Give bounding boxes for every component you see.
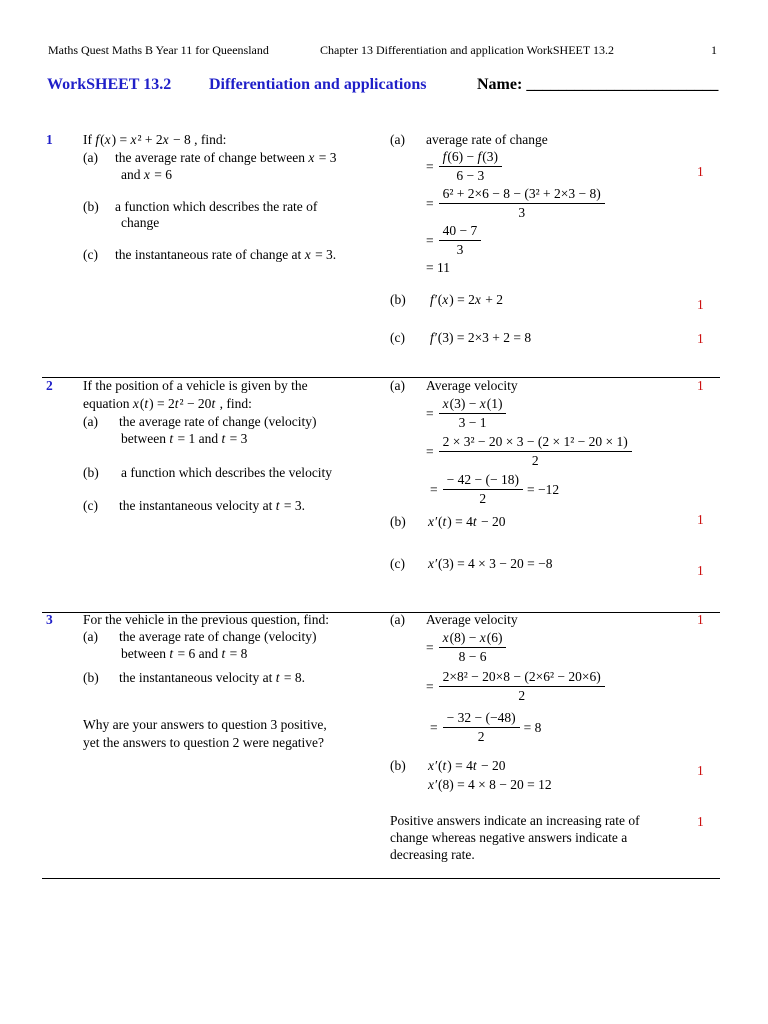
mark-allocation: 1 <box>697 563 704 578</box>
part-b-text <box>119 669 305 686</box>
fraction <box>439 433 632 470</box>
fraction-numerator: x(3) − x(1) <box>439 395 507 414</box>
header-book-title: Maths Quest Maths B Year 11 for Queensland <box>48 43 269 57</box>
answer-a-step-2 <box>426 433 632 470</box>
math-variable: f <box>477 149 482 164</box>
math-expression: x = 3 <box>308 150 337 165</box>
part-text: and <box>195 431 222 446</box>
function-expression: x(t) = 2t² − 20t <box>132 396 216 411</box>
answer-a-heading: Average velocity <box>426 378 518 393</box>
math-variable: x <box>428 758 434 773</box>
part-c-text <box>115 246 336 263</box>
fraction <box>443 709 520 746</box>
math-variable: x <box>428 514 434 529</box>
math-variable: x <box>104 132 111 147</box>
answer-explanation-continued: change whereas negative answers indicate a <box>390 830 628 845</box>
answer-a-step-1 <box>426 629 506 666</box>
answer-a-step-3 <box>430 471 559 508</box>
answer-a-label: (a) <box>390 378 405 393</box>
math-variable: x <box>143 167 150 182</box>
part-a-label: (a) <box>83 629 98 644</box>
math-variable: t <box>169 646 174 661</box>
math-variable: t <box>275 670 280 685</box>
math-variable: t <box>275 498 280 513</box>
equals-sign: = <box>426 196 434 211</box>
answer-a-result: = 11 <box>426 260 450 275</box>
math-variable: t <box>442 758 447 773</box>
fraction-numerator: f(6) − f(3) <box>439 148 502 167</box>
part-a-text-continued <box>121 430 247 447</box>
answer-b-work: x′(t) = 4t − 20 <box>428 514 506 529</box>
part-c-label: (c) <box>83 247 98 262</box>
question-stem: For the vehicle in the previous question, find: <box>83 612 329 627</box>
fraction-numerator: − 32 − (−48) <box>443 709 520 728</box>
fraction-denominator: 3 <box>518 205 526 220</box>
fraction <box>439 148 502 185</box>
part-a-text-continued <box>121 645 247 662</box>
question-number: 2 <box>46 378 53 393</box>
part-a-text-continued <box>121 166 172 183</box>
math-variable: t <box>472 758 477 773</box>
part-b-text: a function which describes the velocity <box>121 465 333 480</box>
math-variable: x <box>479 630 486 645</box>
fraction-denominator: 2 <box>531 453 539 468</box>
answer-a-step-2 <box>426 185 605 222</box>
stem-text: , find: <box>216 396 252 411</box>
mark-allocation: 1 <box>697 297 704 312</box>
math-variable: t <box>211 396 216 411</box>
math-variable: f <box>430 330 434 345</box>
part-a-label: (a) <box>83 150 98 165</box>
math-expression: t = 8 <box>221 646 248 661</box>
fraction-numerator: 40 − 7 <box>439 222 482 241</box>
part-b-label: (b) <box>83 670 99 685</box>
math-variable: x <box>442 630 449 645</box>
answer-a-step-1 <box>426 395 506 432</box>
part-b-text: a function which describes the rate of <box>115 199 318 214</box>
part-b-label: (b) <box>83 199 99 214</box>
fraction-denominator: 8 − 6 <box>458 649 487 664</box>
answer-b-label: (b) <box>390 758 406 773</box>
math-variable: x <box>474 292 481 307</box>
header-page-number: 1 <box>711 43 717 57</box>
fraction-numerator: − 42 − (− 18) <box>443 471 523 490</box>
math-variable: t <box>472 514 477 529</box>
follow-up-question-continued: yet the answers to question 2 were negative? <box>83 735 325 750</box>
part-text: and <box>195 646 222 661</box>
fraction <box>443 471 523 508</box>
fraction-denominator: 2 <box>479 491 487 506</box>
math-variable: t <box>174 396 179 411</box>
answer-c-work: f′(3) = 2×3 + 2 = 8 <box>430 330 532 345</box>
stem-text: If <box>83 132 96 147</box>
answer-a-step-1 <box>426 148 502 185</box>
stem-text: equation <box>83 396 133 411</box>
mark-allocation: 1 <box>697 164 704 179</box>
part-text: the instantaneous rate of change at <box>115 247 305 262</box>
follow-up-question: Why are your answers to question 3 positive, <box>83 717 327 732</box>
worksheet-title: WorkSHEET 13.2 <box>47 76 172 93</box>
step-result: = −12 <box>526 482 560 497</box>
answer-b-label: (b) <box>390 514 406 529</box>
fraction <box>439 222 482 259</box>
answer-b-work-continued: x′(8) = 4 × 8 − 20 = 12 <box>428 777 552 792</box>
header-chapter-title: Chapter 13 Differentiation and application WorkSHEET 13.2 <box>320 43 614 57</box>
part-a-text <box>115 149 337 166</box>
fraction <box>439 185 605 222</box>
math-variable: t <box>144 396 149 411</box>
equals-sign: = <box>430 482 438 497</box>
fraction-denominator: 2 <box>518 688 526 703</box>
math-expression: t = 3. <box>275 498 305 513</box>
part-b-label: (b) <box>83 465 99 480</box>
math-variable: t <box>221 646 226 661</box>
worksheet-topic: Differentiation and applications <box>209 76 427 93</box>
name-field: Name: ________________________ <box>477 76 719 93</box>
fraction-numerator: 6² + 2×6 − 8 − (3² + 2×3 − 8) <box>439 185 605 204</box>
stem-text: , find: <box>190 132 227 147</box>
math-variable: t <box>221 431 226 446</box>
question-stem-continued <box>83 395 252 412</box>
question-number: 3 <box>46 612 53 627</box>
answer-c-label: (c) <box>390 556 405 571</box>
fraction <box>439 629 507 666</box>
math-variable: f <box>95 132 100 147</box>
math-expression: t = 8. <box>275 670 305 685</box>
answer-a-label: (a) <box>390 132 405 147</box>
mark-allocation: 1 <box>697 763 704 778</box>
math-expression: t = 3 <box>221 431 248 446</box>
math-variable: x <box>304 247 311 262</box>
math-expression: x = 6 <box>143 167 172 182</box>
equals-sign: = <box>430 720 438 735</box>
fraction <box>439 668 605 705</box>
part-a-text: the average rate of change (velocity) <box>119 629 317 644</box>
part-a-label: (a) <box>83 414 98 429</box>
question-number: 1 <box>46 132 53 147</box>
equals-sign: = <box>426 679 434 694</box>
math-variable: x <box>428 777 434 792</box>
part-text: the instantaneous velocity at <box>119 670 276 685</box>
math-variable: t <box>442 514 447 529</box>
math-variable: x <box>162 132 169 147</box>
equals-sign: = <box>426 406 434 421</box>
math-variable: x <box>428 556 434 571</box>
part-text: the instantaneous velocity at <box>119 498 276 513</box>
math-variable: t <box>169 431 174 446</box>
function-expression: f(x) = x² + 2x − 8 <box>95 132 191 147</box>
math-expression: t = 6 <box>169 646 196 661</box>
question-stem <box>83 131 226 148</box>
mark-allocation: 1 <box>697 814 704 829</box>
equals-sign: = <box>426 233 434 248</box>
answer-a-step-3 <box>426 222 481 259</box>
answer-c-work: x′(3) = 4 × 3 − 20 = −8 <box>428 556 553 571</box>
math-variable: x <box>308 150 315 165</box>
answer-a-label: (a) <box>390 612 405 627</box>
step-result: = 8 <box>523 720 542 735</box>
mark-allocation: 1 <box>697 378 704 393</box>
answer-c-label: (c) <box>390 330 405 345</box>
math-variable: x <box>442 396 449 411</box>
answer-explanation-continued: decreasing rate. <box>390 847 475 862</box>
fraction-denominator: 2 <box>477 729 485 744</box>
equals-sign: = <box>426 159 434 174</box>
answer-a-step-2 <box>426 668 605 705</box>
divider <box>42 878 720 879</box>
part-c-text <box>119 497 305 514</box>
math-variable: x <box>130 132 137 147</box>
answer-explanation: Positive answers indicate an increasing rate of <box>390 813 640 828</box>
answer-a-step-3 <box>430 709 541 746</box>
fraction-numerator: 2 × 3² − 20 × 3 − (2 × 1² − 20 × 1) <box>439 433 632 452</box>
part-text: between <box>121 646 170 661</box>
math-variable: f <box>442 149 447 164</box>
fraction <box>439 395 507 432</box>
part-c-label: (c) <box>83 498 98 513</box>
question-stem: If the position of a vehicle is given by the <box>83 378 308 393</box>
answer-a-heading: average rate of change <box>426 132 548 147</box>
fraction-numerator: x(8) − x(6) <box>439 629 507 648</box>
math-expression: t = 1 <box>169 431 196 446</box>
fraction-denominator: 6 − 3 <box>456 168 485 183</box>
math-variable: x <box>442 292 449 307</box>
equals-sign: = <box>426 444 434 459</box>
math-variable: f <box>430 292 434 307</box>
answer-b-work: f′(x) = 2x + 2 <box>430 292 503 307</box>
answer-a-heading: Average velocity <box>426 612 518 627</box>
mark-allocation: 1 <box>697 331 704 346</box>
fraction-denominator: 3 <box>456 242 464 257</box>
fraction-denominator: 3 − 1 <box>458 415 487 430</box>
equals-sign: = <box>426 640 434 655</box>
math-variable: x <box>132 396 139 411</box>
math-expression: x = 3. <box>304 247 337 262</box>
answer-b-label: (b) <box>390 292 406 307</box>
part-text: and <box>121 167 144 182</box>
part-text: between <box>121 431 170 446</box>
part-b-text-continued: change <box>121 215 160 230</box>
fraction-numerator: 2×8² − 20×8 − (2×6² − 20×6) <box>439 668 605 687</box>
mark-allocation: 1 <box>697 612 704 627</box>
math-variable: x <box>479 396 486 411</box>
part-text: the average rate of change between <box>115 150 309 165</box>
part-a-text: the average rate of change (velocity) <box>119 414 317 429</box>
mark-allocation: 1 <box>697 512 704 527</box>
answer-b-work: x′(t) = 4t − 20 <box>428 758 506 773</box>
